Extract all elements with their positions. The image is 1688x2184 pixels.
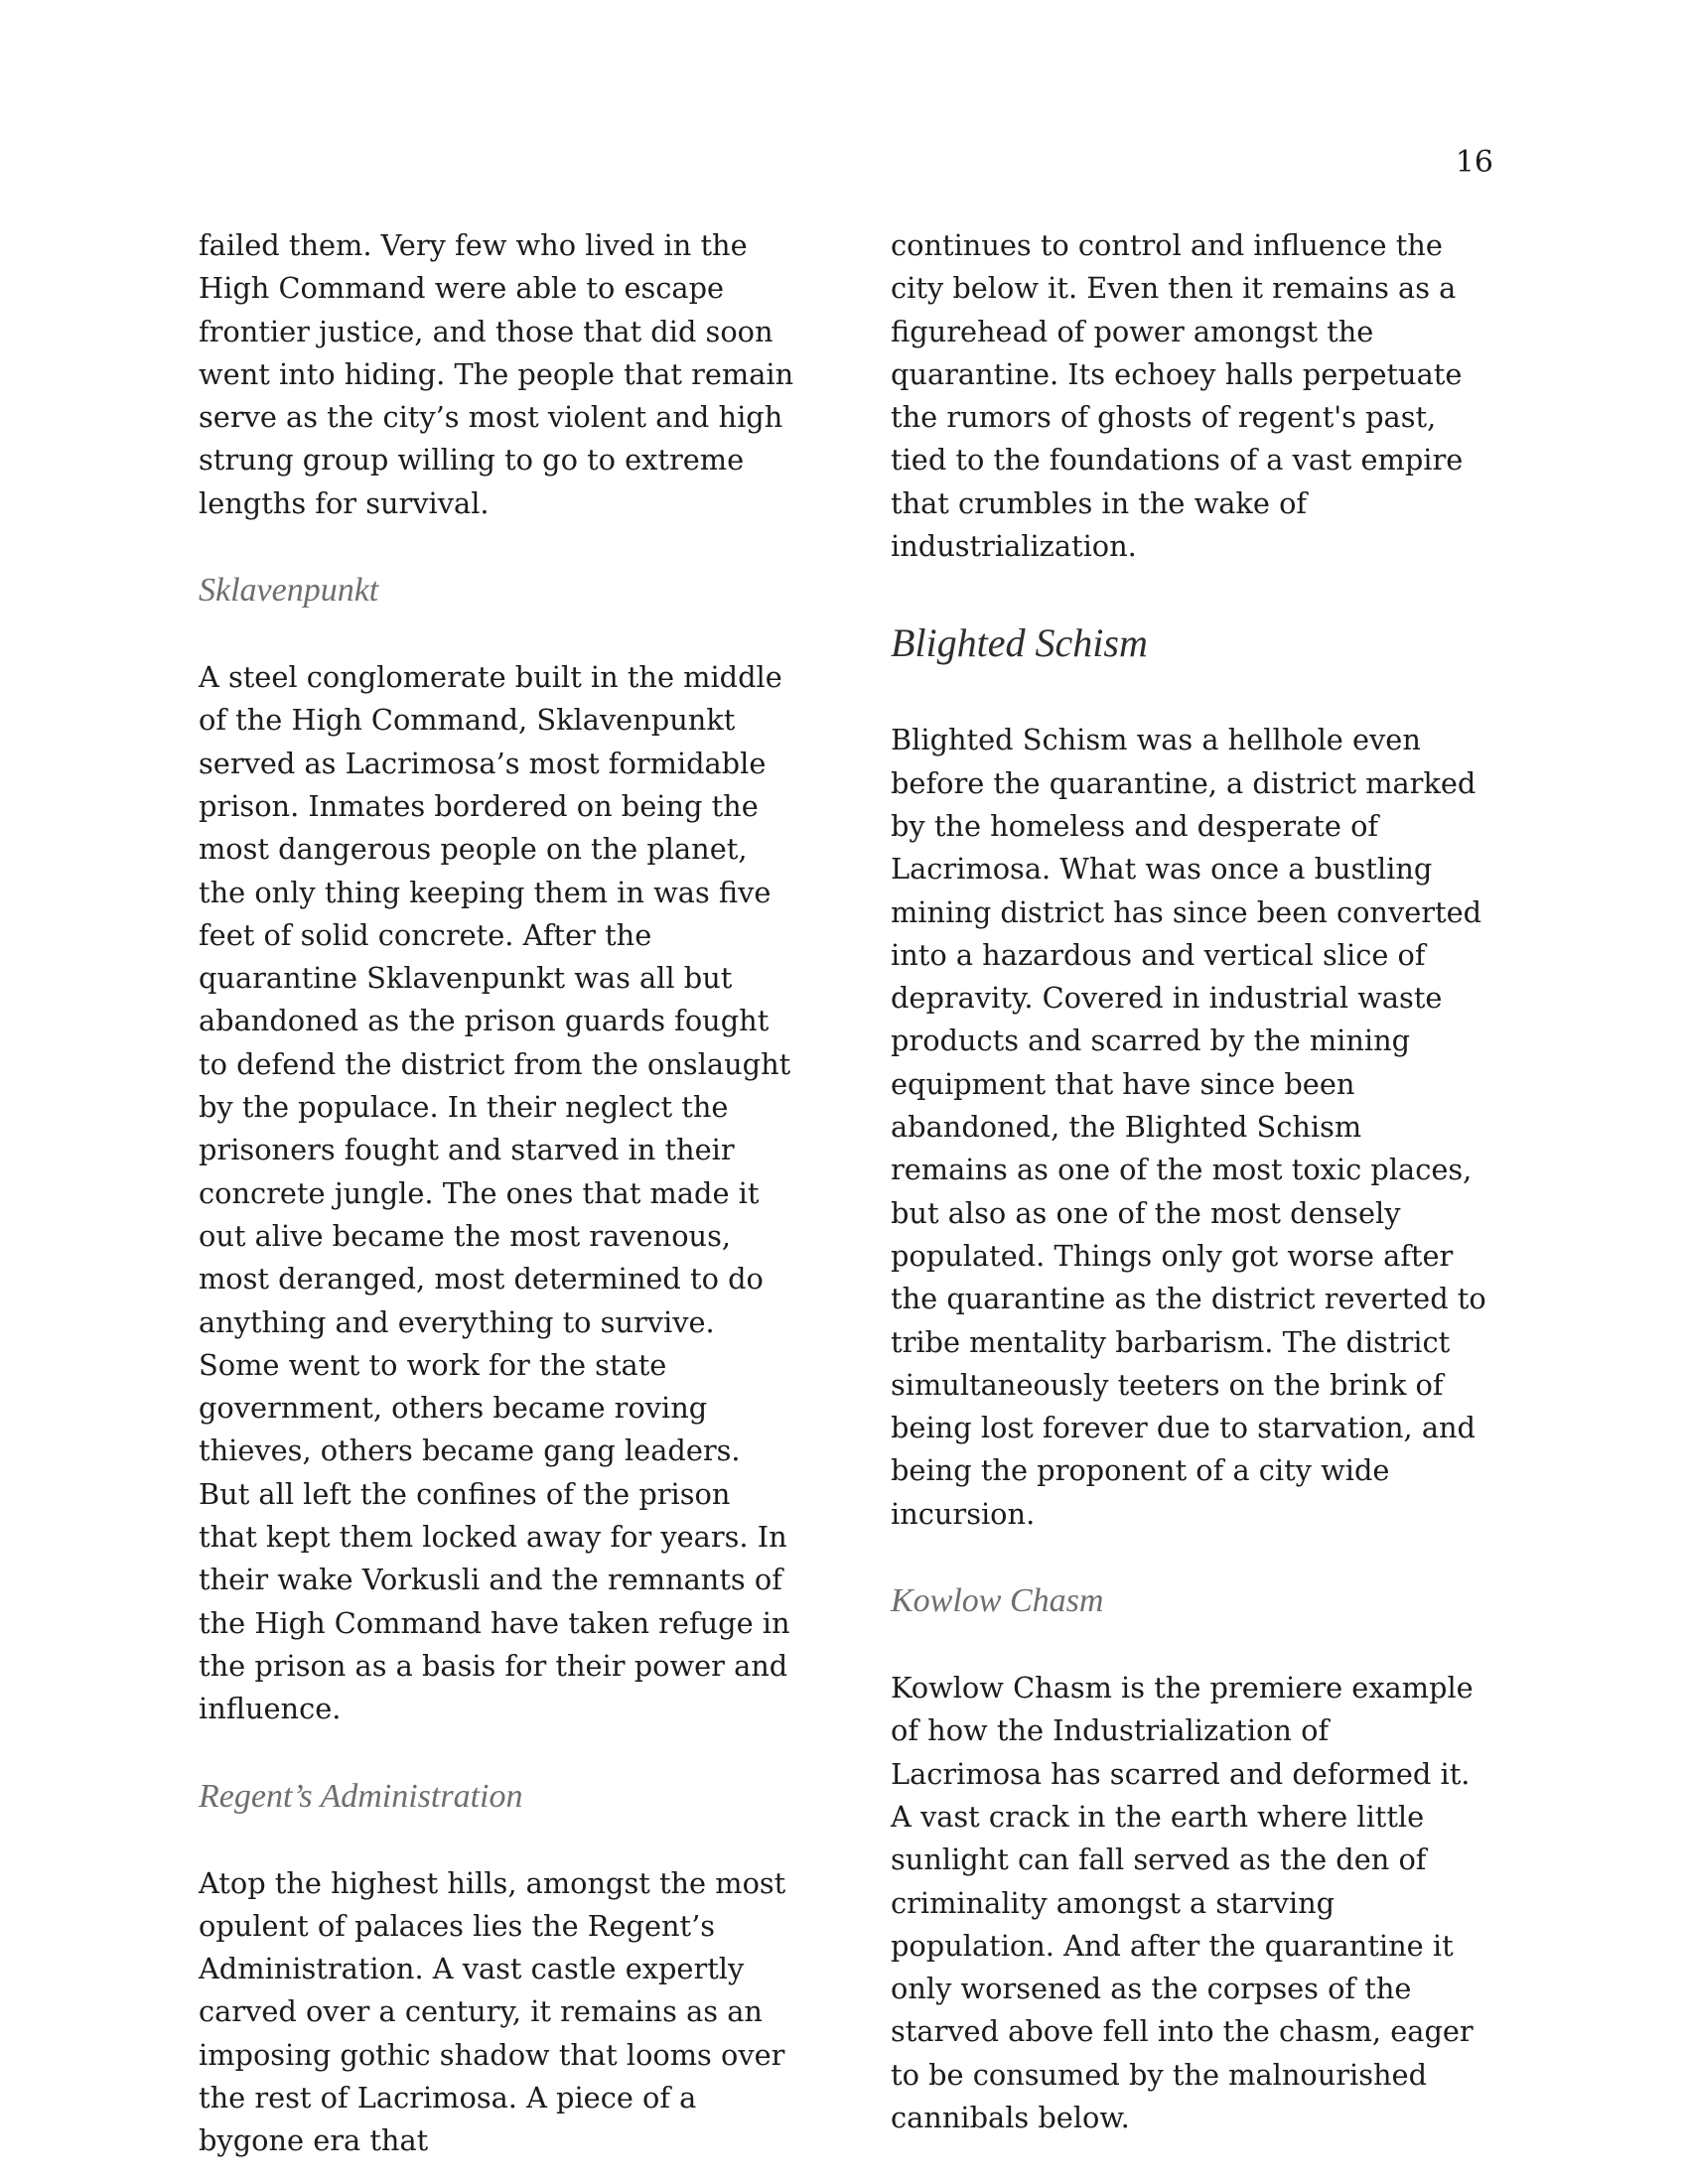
section-body-blighted-schism: Blighted Schism was a hellhole even before the quarantine, a district marked by the homeless and desperate of Lacrimosa. What was once a bustling mining district has since been converted into a hazardous and vertical slice of depravity. Covered in industrial waste products and scarred by the mining equipment that have since been abandoned, the Blighted Schism remains as one of the most toxic places, but also as one of the most densely populated. Things only got worse after the quarantine as the district reverted to tribe mentality barbarism. The district simultaneously teeters on the brink of being lost forever due to starvation, and being the proponent of a city wide incursion. bbox=[891, 723, 1486, 1531]
section-body-regents-administration: Atop the highest hills, amongst the most opulent of palaces lies the Regent’s Administration. A vast castle expertly carved over a century, it remains as an imposing gothic shadow that looms over the rest of Lacrimosa. A piece of a bygone era that bbox=[199, 1865, 786, 2158]
intro-paragraph: failed them. Very few who lived in the High Command were able to escape frontier justice, and those that did soon went into hiding. The people that remain serve as the city’s most violent and high strung group willing to go to extreme lengths for survival. bbox=[199, 228, 794, 520]
continuation-paragraph: continues to control and influence the city below it. Even then it remains as a figurehead of power amongst the quarantine. Its echoey halls perpetuate the rumors of ghosts of regent's past, tied to the foundations of a vast empire that crumbles in the wake of industrialization. bbox=[891, 228, 1464, 564]
page-number: 16 bbox=[1455, 145, 1493, 180]
section-body-sklavenpunkt: A steel conglomerate built in the middle of the High Command, Sklavenpunkt served as Lacrimosa’s most formidable prison. Inmates bordered on being the most dangerous people on the planet, the only thing keeping them in was five feet of solid concrete. After the quarantine Sklavenpunkt was all but abandoned as the prison guards fought to defend the district from the onslaught by the populace. In their neglect the prisoners fought and starved in their concrete jungle. The ones that made it out alive became the most ravenous, most deranged, most determined to do anything and everything to survive. Some went to work for the state government, others became roving thieves, others became gang leaders. But all left the confines of the prison that kept them locked away for years. In their wake Vorkusli and the remnants of the High Command have taken refuge in the prison as a basis for their power and influence. bbox=[199, 660, 791, 1726]
section-body-kowlow-chasm: Kowlow Chasm is the premiere example of how the Industrialization of Lacrimosa has scarred and deformed it. A vast crack in the earth where little sunlight can fall served as the den of criminality amongst a starving population. And after the quarantine it only worsened as the corpses of the starved above fell into the chasm, eager to be consumed by the malnourished cannibals below. bbox=[891, 1671, 1474, 2134]
section-heading-kowlow-chasm: Kowlow Chasm bbox=[891, 1582, 1104, 1620]
left-column bbox=[199, 224, 794, 2163]
section-heading-blighted-schism: Blighted Schism bbox=[891, 620, 1148, 666]
right-column bbox=[891, 224, 1486, 2139]
section-heading-regents-administration: Regent’s Administration bbox=[199, 1777, 523, 1815]
section-heading-sklavenpunkt: Sklavenpunkt bbox=[199, 572, 379, 610]
